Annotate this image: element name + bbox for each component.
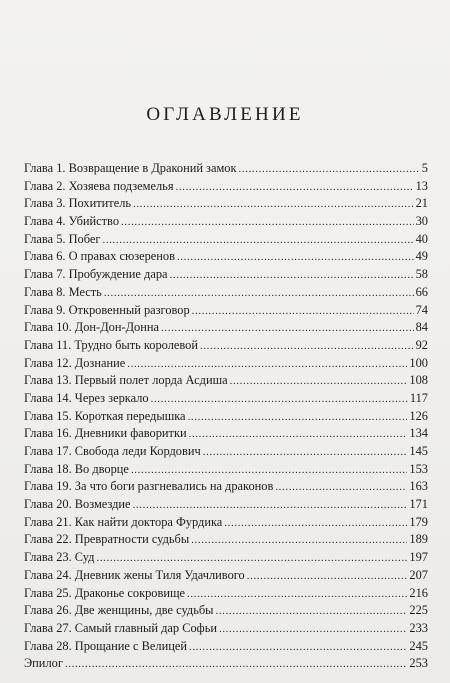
toc-leader-dots [170, 267, 414, 285]
toc-entry-label: Глава 10. Дон-Дон-Донна [24, 320, 160, 335]
toc-entry [24, 390, 428, 408]
toc-entry-page: 92 [415, 337, 428, 352]
toc-entry [24, 443, 428, 461]
page-title: ОГЛАВЛЕНИЕ [146, 104, 304, 125]
toc-entry [24, 178, 428, 196]
toc-entry-label: Глава 4. Убийство [24, 214, 120, 229]
toc-leader-dots [151, 391, 408, 409]
toc-entry-label: Глава 25. Драконье сокровище [24, 585, 186, 600]
toc-leader-dots [104, 285, 414, 303]
toc-entry-page: 40 [415, 231, 428, 246]
toc-entry-label: Глава 9. Откровенный разговор [24, 302, 190, 317]
toc-entry-page: 171 [409, 497, 428, 512]
toc-entry-label: Глава 22. Превратности судьбы [24, 532, 190, 547]
toc-leader-dots [102, 232, 413, 250]
toc-entry [24, 638, 428, 656]
toc-entry-label: Глава 27. Самый главный дар Софьи [24, 620, 217, 635]
toc-entry-label: Глава 28. Прощание с Велицей [24, 638, 187, 653]
toc-leader-dots [219, 621, 407, 639]
toc-entry-label: Глава 6. О правах сюзеренов [24, 249, 175, 264]
toc-entry-label: Эпилог [24, 656, 63, 671]
toc-entry [24, 585, 428, 603]
toc-entry-label: Глава 13. Первый полет лорда Асдиша [24, 373, 228, 388]
toc-entry-label: Глава 21. Как найти доктора Фурдика [24, 514, 223, 529]
toc-entry [24, 461, 428, 479]
toc-leader-dots [121, 214, 414, 232]
toc-leader-dots [176, 179, 414, 197]
toc-entry-page: 233 [409, 620, 428, 635]
toc-entry-label: Глава 2. Хозяева подземелья [24, 178, 174, 193]
toc-entry-page: 216 [409, 585, 428, 600]
toc-entry-page: 197 [409, 550, 428, 565]
toc-entry-label: Глава 16. Дневники фаворитки [24, 426, 187, 441]
toc-entry-page: 163 [409, 479, 428, 494]
toc-entry-label: Глава 5. Побег [24, 231, 101, 246]
toc-entry-page: 21 [415, 196, 428, 211]
toc-entry-label: Глава 23. Суд [24, 550, 95, 565]
toc-entry-page: 153 [409, 461, 428, 476]
toc-entry [24, 602, 428, 620]
toc-entry [24, 620, 428, 638]
toc-leader-dots [189, 426, 408, 444]
toc-entry-page: 30 [415, 214, 428, 229]
toc-entry [24, 195, 428, 213]
toc-leader-dots [247, 568, 408, 586]
toc-entry-label: Глава 26. Две женщины, две судьбы [24, 603, 214, 618]
toc-leader-dots [96, 550, 407, 568]
toc-entry-label: Глава 8. Месть [24, 284, 102, 299]
toc-entry-label: Глава 19. За что боги разгневались на драконов [24, 479, 274, 494]
toc-entry [24, 266, 428, 284]
toc-entry-page: 126 [409, 408, 428, 423]
toc-entry [24, 231, 428, 249]
toc-leader-dots [200, 338, 414, 356]
toc-entry [24, 496, 428, 514]
toc-entry-page: 117 [409, 390, 428, 405]
toc-entry [24, 567, 428, 585]
toc-leader-dots [187, 586, 407, 604]
toc-entry-label: Глава 11. Трудно быть королевой [24, 337, 198, 352]
toc-leader-dots [215, 603, 407, 621]
toc-leader-dots [127, 356, 407, 374]
toc-entry [24, 408, 428, 426]
toc-leader-dots [188, 409, 408, 427]
toc-entry-page: 100 [409, 355, 428, 370]
toc-leader-dots [189, 639, 407, 657]
toc-entry-page: 145 [409, 444, 428, 458]
toc-entry [24, 655, 428, 673]
toc-entry-label: Глава 18. Во дворце [24, 461, 129, 476]
toc-leader-dots [65, 656, 408, 674]
toc-leader-dots [161, 320, 414, 338]
toc-entry-page: 179 [409, 514, 428, 529]
toc-entry [24, 284, 428, 302]
toc-leader-dots [192, 303, 414, 321]
toc-entry [24, 478, 428, 496]
toc-entry-label: Глава 14. Через зеркало [24, 390, 149, 405]
table-of-contents [24, 160, 428, 673]
toc-entry-page: 13 [415, 178, 428, 193]
toc-entry-label: Глава 15. Короткая передышка [24, 408, 186, 423]
toc-entry [24, 319, 428, 337]
toc-leader-dots [203, 444, 408, 462]
toc-entry-label: Глава 1. Возвращение в Драконий замок [24, 161, 237, 175]
toc-entry-page: 189 [409, 532, 428, 547]
toc-entry-label: Глава 20. Возмездие [24, 497, 131, 512]
toc-leader-dots [133, 196, 414, 214]
toc-entry-page: 134 [409, 426, 428, 441]
toc-entry-page: 74 [415, 302, 428, 317]
toc-leader-dots [133, 497, 408, 515]
toc-entry-label: Глава 17. Свобода леди Кордович [24, 444, 201, 458]
toc-leader-dots [239, 161, 420, 179]
toc-entry [24, 337, 428, 355]
toc-entry [24, 355, 428, 373]
toc-entry [24, 372, 428, 390]
toc-entry-page: 225 [409, 603, 428, 618]
toc-leader-dots [224, 515, 407, 533]
toc-entry [24, 213, 428, 231]
toc-entry-page: 253 [409, 656, 428, 671]
toc-entry-label: Глава 3. Похититель [24, 196, 132, 211]
toc-entry [24, 514, 428, 532]
toc-leader-dots [275, 479, 407, 497]
toc-entry-label: Глава 7. Пробуждение дара [24, 267, 168, 282]
toc-entry-label: Глава 24. Дневник жены Тиля Удачливого [24, 567, 245, 582]
toc-entry [24, 549, 428, 567]
toc-entry-page: 84 [415, 320, 428, 335]
toc-leader-dots [177, 249, 414, 267]
toc-entry [24, 302, 428, 320]
toc-leader-dots [131, 462, 407, 480]
toc-entry [24, 531, 428, 549]
toc-entry [24, 160, 428, 178]
toc-entry-page: 108 [409, 373, 428, 388]
toc-entry-page: 207 [409, 567, 428, 582]
toc-leader-dots [191, 532, 407, 550]
toc-leader-dots [230, 373, 408, 391]
toc-entry [24, 425, 428, 443]
toc-entry-label: Глава 12. Дознание [24, 355, 126, 370]
toc-entry-page: 5 [421, 161, 428, 175]
toc-entry-page: 49 [415, 249, 428, 264]
toc-entry-page: 245 [409, 638, 428, 653]
toc-entry [24, 248, 428, 266]
toc-entry-page: 58 [415, 267, 428, 282]
toc-entry-page: 66 [415, 284, 428, 299]
